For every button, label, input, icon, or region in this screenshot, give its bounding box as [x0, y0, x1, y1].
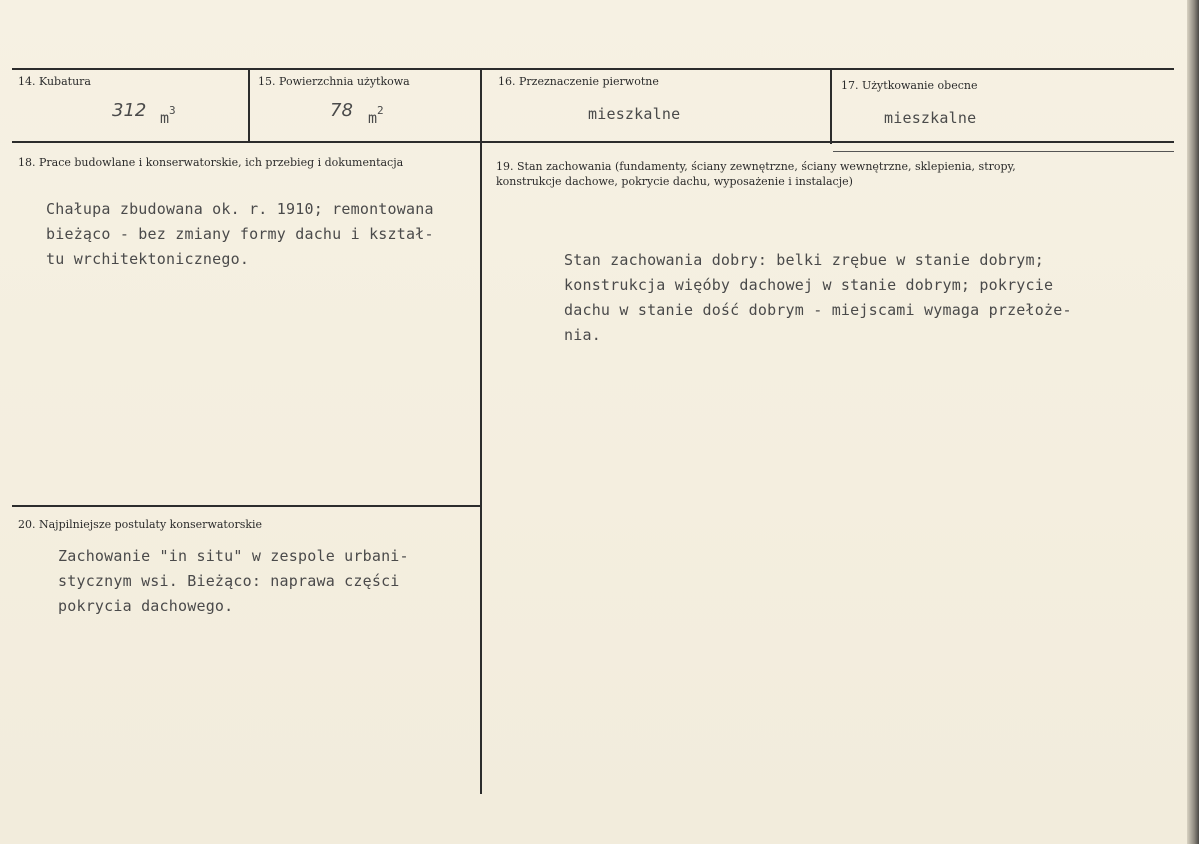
- field-16-label: 16. Przeznaczenie pierwotne: [498, 75, 659, 88]
- field-18-line: Chałupa zbudowana ok. r. 1910; remontowana: [46, 200, 434, 218]
- row1-rule-right: [833, 151, 1174, 152]
- field-20-text: [58, 544, 409, 619]
- field-19-line: konstrukcja więóby dachowej w stanie dobrym; pokrycie: [564, 276, 1054, 294]
- field-14-value: 312: [112, 100, 147, 121]
- row2-rule: [12, 505, 481, 507]
- field-16-value: mieszkalne: [588, 105, 681, 123]
- top-rule: [12, 68, 1174, 70]
- field-20-line: stycznym wsi. Bieżąco: naprawa części: [58, 572, 400, 590]
- field-15-value: 78: [330, 100, 353, 121]
- field-20-label: 20. Najpilniejsze postulaty konserwatorskie: [18, 518, 263, 531]
- field-19-text: [564, 248, 1072, 348]
- col-divider-2: [480, 70, 482, 794]
- field-19-line: dachu w stanie dość dobrym - miejscami wymaga przełoże-: [564, 301, 1072, 319]
- field-19-line: nia.: [564, 326, 601, 344]
- scan-edge: [1187, 0, 1199, 844]
- field-15-label: 15. Powierzchnia użytkowa: [258, 75, 410, 88]
- field-19-label-line1: 19. Stan zachowania (fundamenty, ściany zewnętrzne, ściany wewnętrzne, sklepienia, stropy,: [496, 160, 1016, 173]
- field-19-line: Stan zachowania dobry: belki zrębue w stanie dobrym;: [564, 251, 1044, 269]
- field-19-label-line2: konstrukcje dachowe, pokrycie dachu, wyposażenie i instalacje): [496, 175, 853, 188]
- field-18-label: 18. Prace budowlane i konserwatorskie, ich przebieg i dokumentacja: [18, 156, 404, 169]
- col-divider-1: [248, 70, 250, 142]
- field-17-value: mieszkalne: [884, 109, 977, 127]
- field-14-label: 14. Kubatura: [18, 75, 91, 88]
- row1-rule: [12, 141, 1174, 143]
- field-18-text: [46, 197, 434, 272]
- field-20-line: Zachowanie "in situ" w zespole urbani-: [58, 547, 409, 565]
- col-divider-3: [830, 70, 832, 144]
- field-14-unit: $m^3$: [160, 104, 176, 127]
- field-15-unit: $m^2$: [368, 104, 384, 127]
- field-18-line: tu wrchitektonicznego.: [46, 250, 250, 268]
- field-18-line: bieżąco - bez zmiany formy dachu i kształ-: [46, 225, 434, 243]
- field-20-line: pokrycia dachowego.: [58, 597, 234, 615]
- field-17-label: 17. Użytkowanie obecne: [841, 79, 978, 92]
